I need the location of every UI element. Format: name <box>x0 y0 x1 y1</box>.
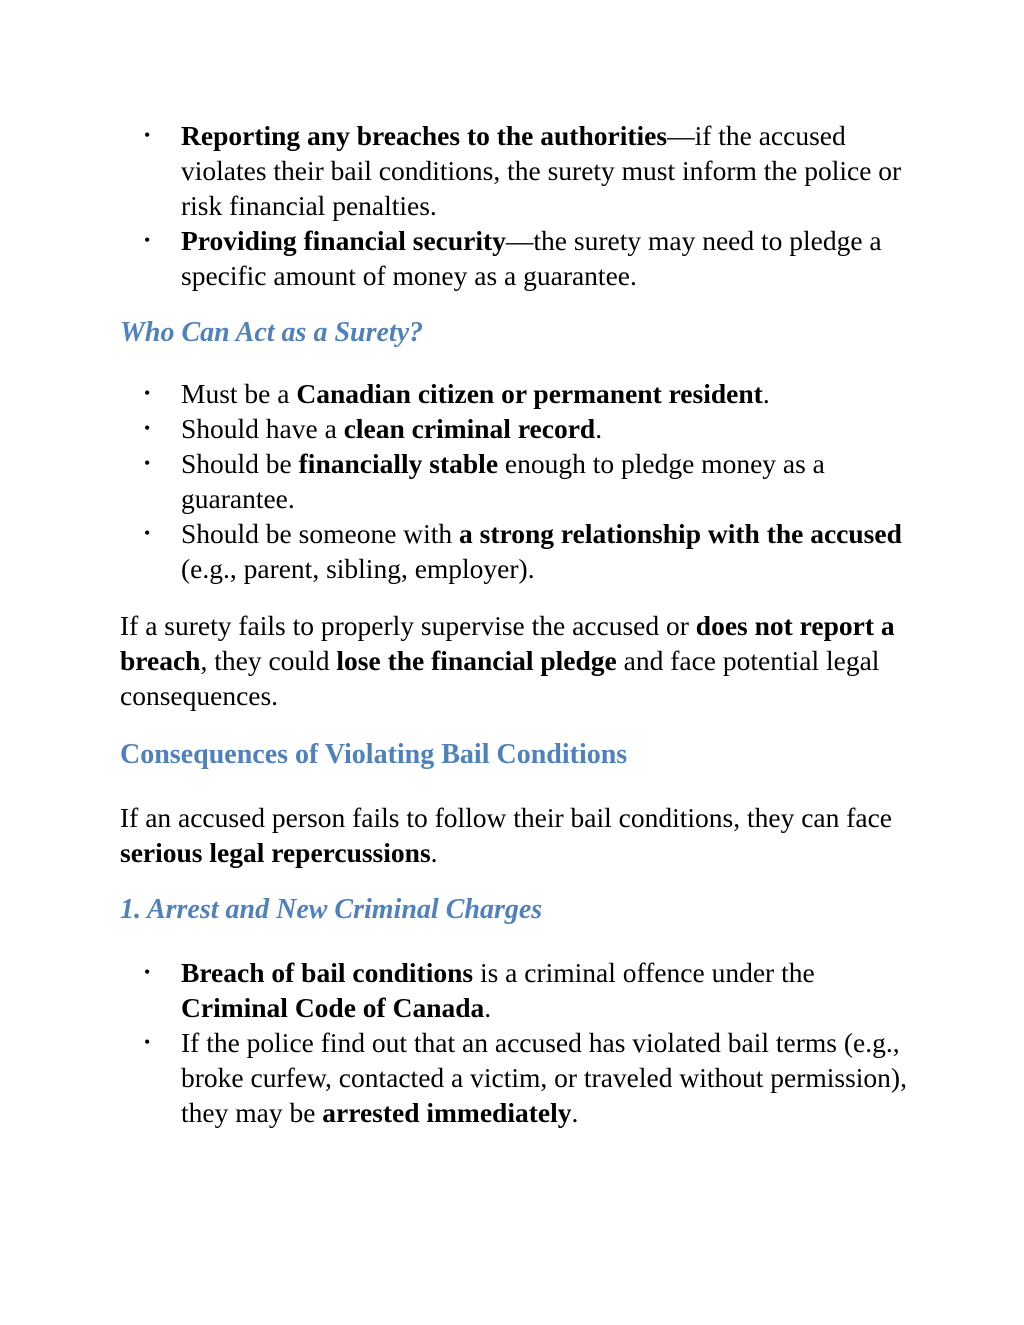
bullet-icon: • <box>144 523 151 543</box>
item-bold: Providing financial security <box>181 225 506 256</box>
bullet-icon: • <box>144 383 151 403</box>
item-text: If the police find out that an accused has violated bail terms (e.g., broke curfew, contacted a victim, or traveled without permission), they may be <box>181 1027 907 1128</box>
bullet-icon: • <box>144 453 151 473</box>
item-text: . <box>762 378 770 409</box>
bullet-icon: • <box>144 1032 151 1052</box>
bullet-icon: • <box>144 230 151 250</box>
item-text: enough to pledge money as a guarantee. <box>181 448 825 514</box>
arrest-heading: 1. Arrest and New Criminal Charges <box>120 894 543 925</box>
para-bold: does not report a breach <box>120 610 895 676</box>
consequences-paragraph <box>120 800 910 870</box>
document-page <box>120 118 910 1130</box>
para-bold: lose the financial pledge <box>336 645 617 676</box>
list-item <box>120 446 910 516</box>
responsibilities-list <box>120 118 910 293</box>
list-item <box>120 376 910 411</box>
consequences-heading: Consequences of Violating Bail Conditions <box>120 739 628 770</box>
list-item <box>120 1025 910 1130</box>
item-text: —the surety may need to pledge a specific amount of money as a guarantee. <box>181 225 882 291</box>
surety-failure-paragraph <box>120 608 910 713</box>
bullet-icon: • <box>144 125 151 145</box>
item-bold: Reporting any breaches to the authorities <box>181 120 668 151</box>
list-item <box>120 223 910 293</box>
item-text: Should be someone with <box>181 518 460 549</box>
para-text: If an accused person fails to follow their bail conditions, they can face <box>120 802 893 833</box>
list-item <box>120 118 910 223</box>
item-bold: clean criminal record <box>343 413 596 444</box>
bullet-icon: • <box>144 962 151 982</box>
item-text: Should have a <box>181 413 344 444</box>
item-bold: Criminal Code of Canada <box>181 992 485 1023</box>
para-text: and face potential legal consequences. <box>120 645 880 711</box>
item-text: is a criminal offence under the <box>473 957 815 988</box>
item-bold: arrested immediately <box>322 1097 572 1128</box>
item-bold: a strong relationship with the accused <box>459 518 902 549</box>
para-text: , they could <box>200 645 337 676</box>
surety-requirements-list <box>120 376 910 586</box>
item-text: (e.g., parent, sibling, employer). <box>181 553 535 584</box>
arrest-list <box>120 955 910 1130</box>
list-item <box>120 411 910 446</box>
item-bold: Canadian citizen or permanent resident <box>296 378 763 409</box>
item-text: . <box>595 413 603 444</box>
item-text: . <box>571 1097 579 1128</box>
surety-heading: Who Can Act as a Surety? <box>120 317 424 348</box>
item-bold: financially stable <box>298 448 499 479</box>
item-text: —if the accused violates their bail conditions, the surety must inform the police or risk financial penalties. <box>181 120 902 221</box>
para-text: . <box>430 837 438 868</box>
list-item <box>120 955 910 1025</box>
list-item <box>120 516 910 586</box>
item-bold: Breach of bail conditions <box>181 957 474 988</box>
para-bold: serious legal repercussions <box>120 837 431 868</box>
para-text: If a surety fails to properly supervise the accused or <box>120 610 696 641</box>
bullet-icon: • <box>144 418 151 438</box>
item-text: Should be <box>181 448 299 479</box>
item-text: . <box>484 992 492 1023</box>
item-text: Must be a <box>181 378 297 409</box>
